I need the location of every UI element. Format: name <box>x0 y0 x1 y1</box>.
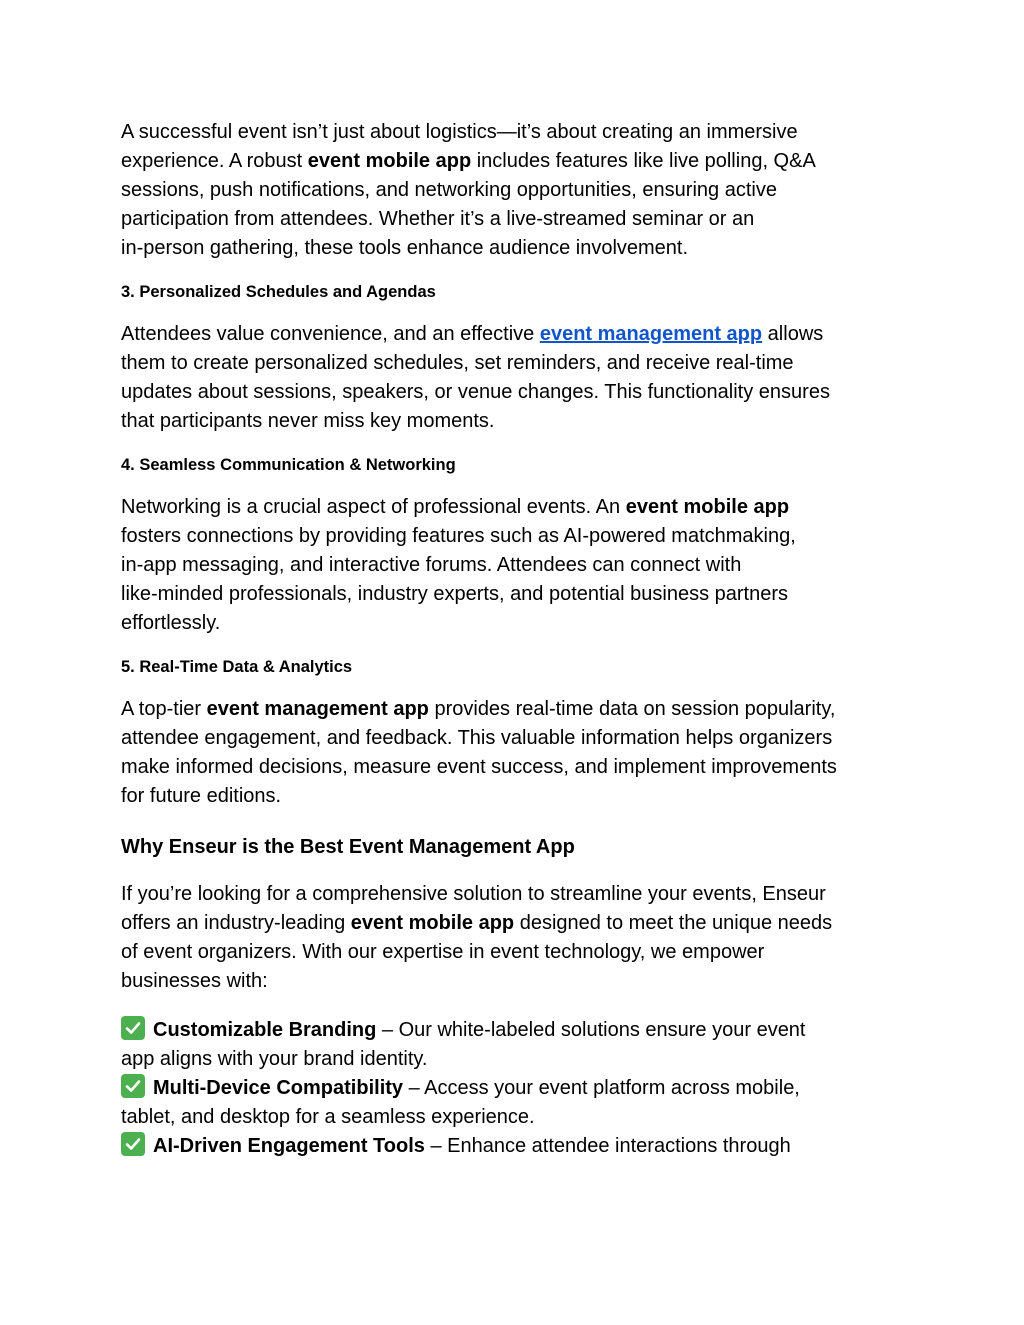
event-management-app-link[interactable]: event management app <box>539 323 763 345</box>
paragraph-text: If you’re looking for a comprehensive solution to streamline your events, Enseur offers an industry-leading <box>121 883 826 934</box>
paragraph-text: allows them to create personalized schedules, set reminders, and receive real-time updates about sessions, speakers, or venue changes. This functionality ensures that participants never miss key moments. <box>121 323 830 432</box>
checklist-item-text: – Our white-labeled solutions ensure your event app aligns with your brand identity. <box>121 1019 806 1070</box>
checklist-item <box>121 1074 911 1132</box>
paragraph-text: A top-tier <box>121 698 207 720</box>
bold-term: event mobile app <box>625 496 790 518</box>
check-mark-icon <box>121 1074 145 1098</box>
paragraph-text: includes features like live polling, Q&A sessions, push notifications, and networking opportunities, ensuring active participation from attendees. Whether it’s a live-streamed seminar or an in-person gathering, these tools enhance audience involvement. <box>121 150 816 259</box>
paragraph-text: provides real-time data on session popularity, attendee engagement, and feedback. This valuable information helps organizers make informed decisions, measure event success, and implement improvements for future editions. <box>121 698 837 807</box>
paragraph-text: Attendees value convenience, and an effective <box>121 323 540 345</box>
checklist-item <box>121 1132 911 1161</box>
check-mark-icon <box>121 1016 145 1040</box>
bold-term: event management app <box>206 698 429 720</box>
paragraph-text: fosters connections by providing features such as AI-powered matchmaking, in-app messaging, and interactive forums. Attendees can connect with like-minded professionals, industry experts, and potential business partners effortlessly. <box>121 525 796 634</box>
paragraph-engagement <box>121 118 911 263</box>
bold-term: event mobile app <box>350 912 515 934</box>
heading-seamless-communication: 4. Seamless Communication & Networking <box>121 456 456 474</box>
heading-real-time-data: 5. Real-Time Data & Analytics <box>121 658 353 676</box>
checklist-item-title: Multi-Device Compatibility <box>153 1077 404 1099</box>
checklist-item-text: – Enhance attendee interactions through <box>424 1135 791 1157</box>
checklist-item <box>121 1016 911 1074</box>
paragraph-why-enseur <box>121 880 911 996</box>
paragraph-text: Networking is a crucial aspect of professional events. An <box>121 496 626 518</box>
heading-personalized-schedules: 3. Personalized Schedules and Agendas <box>121 283 436 301</box>
paragraph-schedules <box>121 320 911 436</box>
paragraph-text: A successful event isn’t just about logistics—it’s about creating an immersive experience. A robust <box>121 121 798 172</box>
check-mark-icon <box>121 1132 145 1156</box>
feature-checklist <box>121 1016 911 1161</box>
document-page <box>121 118 911 1161</box>
paragraph-networking <box>121 493 911 638</box>
paragraph-text: designed to meet the unique needs of event organizers. With our expertise in event technology, we empower businesses with: <box>121 912 833 992</box>
heading-why-enseur: Why Enseur is the Best Event Management App <box>121 836 575 858</box>
checklist-item-title: AI-Driven Engagement Tools <box>153 1135 425 1157</box>
bold-term: event mobile app <box>307 150 472 172</box>
checklist-item-text: – Access your event platform across mobile, tablet, and desktop for a seamless experience. <box>121 1077 800 1128</box>
paragraph-analytics <box>121 695 911 811</box>
checklist-item-title: Customizable Branding <box>153 1019 377 1041</box>
